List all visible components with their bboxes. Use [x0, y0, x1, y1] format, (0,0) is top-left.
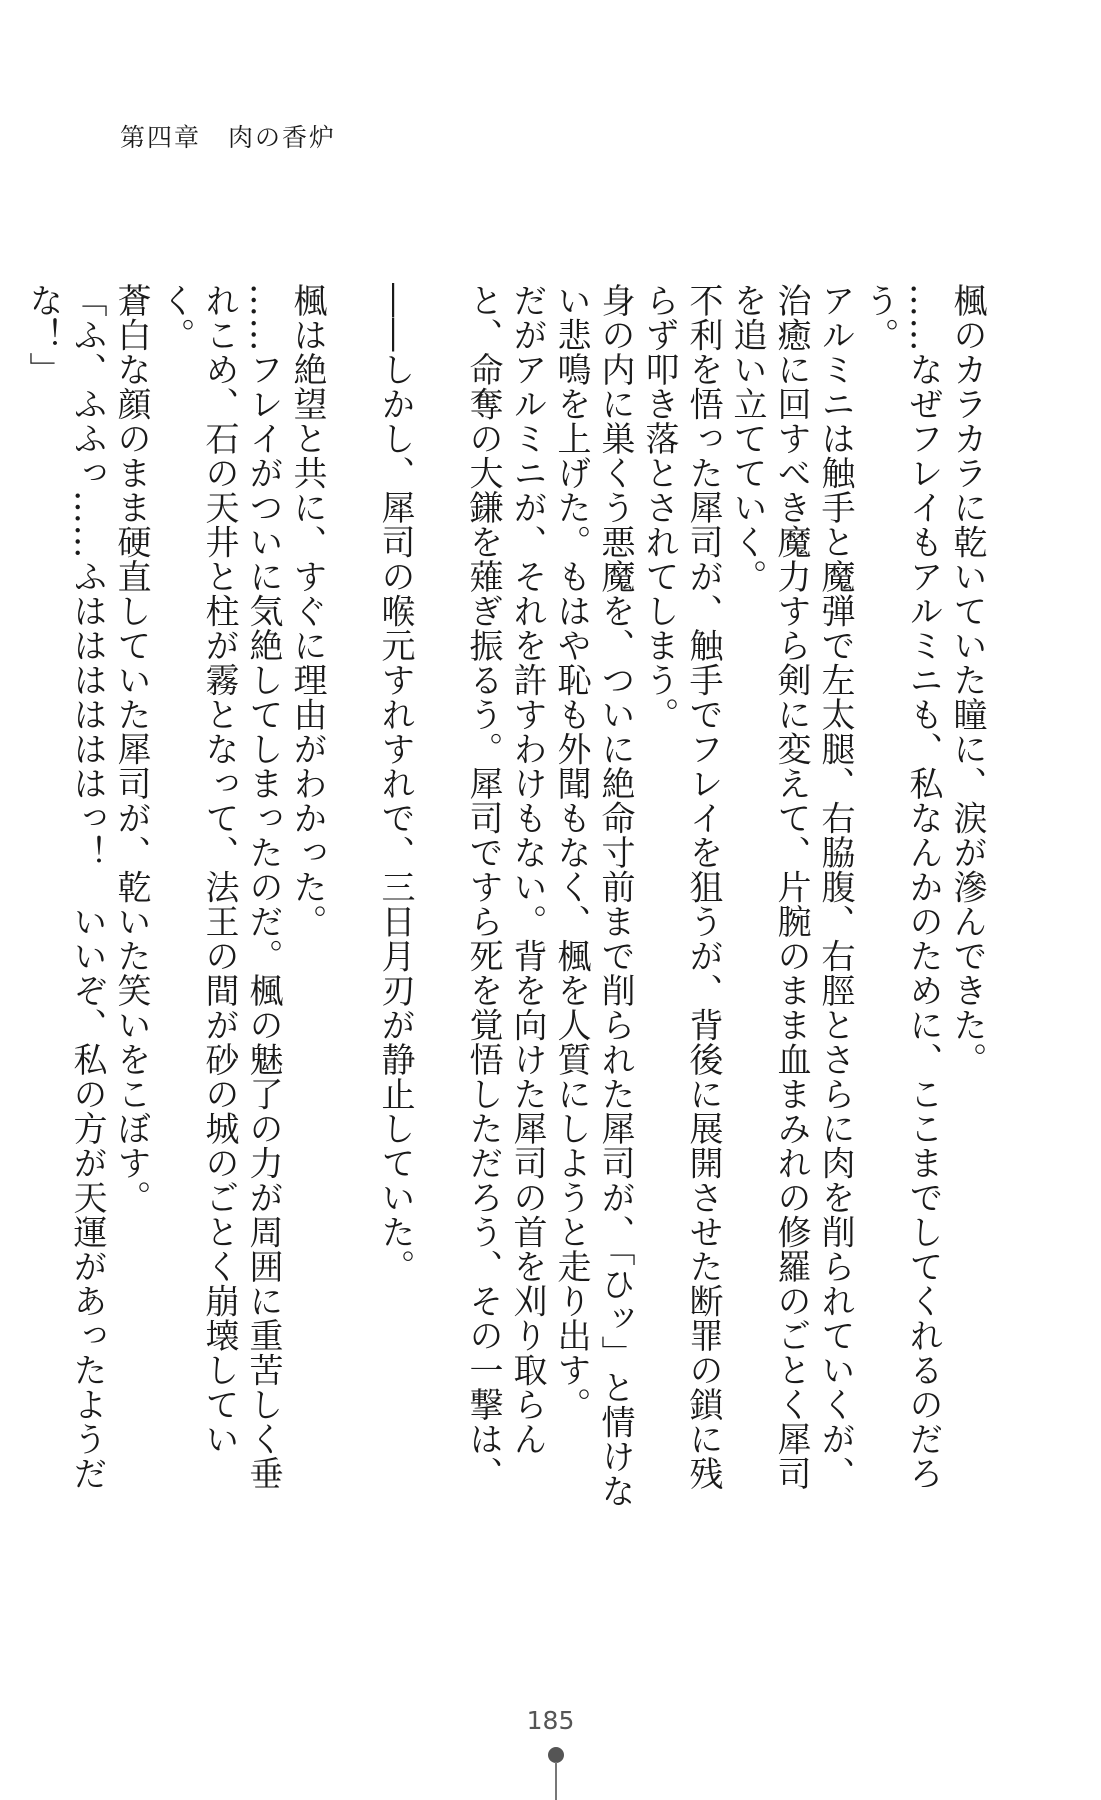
paragraph: ――しかし、犀司の喉元すれすれで、三日月刃が静止していた。	[375, 283, 415, 1284]
chapter-header: 第四章 肉の香炉	[120, 123, 337, 152]
page-marker-dot	[548, 1747, 564, 1763]
page-number: 185	[526, 1706, 575, 1735]
blank-line	[417, 283, 461, 1513]
paragraph: 不利を悟った犀司が、触手でフレイを狙うが、背後に展開させた断罪の鎖に残らず叩き落とされてしまう。	[639, 283, 723, 1491]
page-marker-line	[555, 1762, 557, 1800]
paragraph: 楓は絶望と共に、すぐに理由がわかった。	[287, 283, 327, 939]
blank-line	[329, 283, 373, 1513]
paragraph: 楓のカラカラに乾いていた瞳に、涙が滲んできた。	[947, 283, 987, 1077]
paragraph: 蒼白な顔のまま硬直していた犀司が、乾いた笑いをこぼす。	[111, 283, 151, 1215]
body-text	[21, 283, 989, 1513]
paragraph: だがアルミニが、それを許すわけもない。背を向けた犀司の首を刈り取らんと、命奪の大鎌を薙ぎ振るう。犀司ですら死を覚悟しただろう、その一撃は、	[463, 283, 547, 1491]
paragraph: 身の内に巣くう悪魔を、ついに絶命寸前まで削られた犀司が、「ひッ」と情けない悲鳴を上げた。もはや恥も外聞もなく、楓を人質にしようと走り出す。	[551, 283, 635, 1508]
paragraph: 「ふ、ふふっ……ふははははははっ！ いいぞ、私の方が天運があったようだな！」	[23, 283, 107, 1491]
paragraph: アルミニは触手と魔弾で左太腿、右脇腹、右脛とさらに肉を削られていくが、治癒に回すべき魔力すら剣に変えて、片腕のまま血まみれの修羅のごとく犀司を追い立てていく。	[727, 283, 855, 1491]
paragraph: ……フレイがついに気絶してしまったのだ。楓の魅了の力が周囲に重苦しく垂れこめ、石の天井と柱が霧となって、法王の間が砂の城のごとく崩壊していく。	[155, 283, 283, 1491]
paragraph: ……なぜフレイもアルミニも、私なんかのために、ここまでしてくれるのだろう。	[859, 283, 943, 1491]
